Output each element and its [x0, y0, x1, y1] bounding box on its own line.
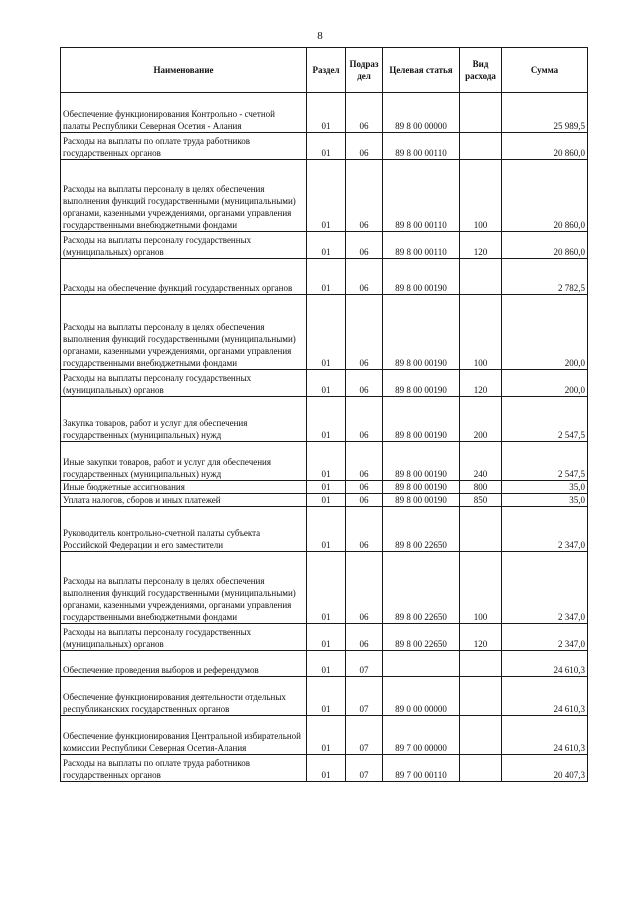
table-row: [61, 552, 588, 624]
cell-subsection: 06: [346, 370, 383, 397]
cell-target: 89 8 00 00190: [383, 295, 460, 370]
cell-section: 01: [307, 295, 346, 370]
table-row: [61, 677, 588, 716]
cell-amount: 200,0: [502, 370, 588, 397]
table-row: [61, 259, 588, 295]
cell-expense-type: 200: [460, 397, 502, 442]
cell-amount: 24 610,3: [502, 651, 588, 677]
cell-amount: 200,0: [502, 295, 588, 370]
cell-section: 01: [307, 160, 346, 232]
cell-target: 89 8 00 00190: [383, 259, 460, 295]
cell-subsection: 06: [346, 494, 383, 507]
cell-name: Обеспечение функционирования деятельности отдельных республиканских государственных органов: [61, 677, 307, 716]
cell-name: Закупка товаров, работ и услуг для обеспечения государственных (муниципальных) нужд: [61, 397, 307, 442]
cell-subsection: 06: [346, 624, 383, 651]
cell-name: Расходы на выплаты по оплате труда работников государственных органов: [61, 133, 307, 160]
cell-subsection: 07: [346, 651, 383, 677]
cell-section: 01: [307, 677, 346, 716]
table-row: [61, 397, 588, 442]
cell-section: 01: [307, 507, 346, 552]
cell-target: [383, 651, 460, 677]
cell-amount: 35,0: [502, 481, 588, 494]
cell-section: 01: [307, 552, 346, 624]
cell-target: 89 8 00 22650: [383, 507, 460, 552]
cell-amount: 35,0: [502, 494, 588, 507]
cell-section: 01: [307, 481, 346, 494]
cell-target: 89 8 00 00110: [383, 160, 460, 232]
cell-target: 89 8 00 00190: [383, 494, 460, 507]
cell-section: 01: [307, 624, 346, 651]
cell-section: 01: [307, 133, 346, 160]
cell-section: 01: [307, 397, 346, 442]
cell-amount: 20 407,3: [502, 755, 588, 782]
cell-subsection: 07: [346, 716, 383, 755]
cell-amount: 2 547,5: [502, 442, 588, 481]
cell-amount: 24 610,3: [502, 716, 588, 755]
table-body: [61, 93, 588, 782]
cell-amount: 20 860,0: [502, 133, 588, 160]
cell-subsection: 07: [346, 677, 383, 716]
cell-target: 89 8 00 22650: [383, 624, 460, 651]
cell-amount: 20 860,0: [502, 160, 588, 232]
cell-amount: 20 860,0: [502, 232, 588, 259]
cell-subsection: 06: [346, 507, 383, 552]
cell-subsection: 06: [346, 93, 383, 133]
cell-name: Иные закупки товаров, работ и услуг для обеспечения государственных (муниципальных) нужд: [61, 442, 307, 481]
cell-expense-type: 240: [460, 442, 502, 481]
cell-section: 01: [307, 755, 346, 782]
cell-amount: 2 347,0: [502, 624, 588, 651]
cell-target: 89 8 00 00190: [383, 397, 460, 442]
cell-subsection: 06: [346, 552, 383, 624]
cell-name: Расходы на выплаты персоналу в целях обеспечения выполнения функций государственными (муниципальными) органами, казенными учреждениями, органами управления государственными внебюджетными фондами: [61, 295, 307, 370]
cell-amount: 2 347,0: [502, 552, 588, 624]
cell-expense-type: 120: [460, 624, 502, 651]
cell-name: Обеспечение функционирования Центральной избирательной комиссии Республики Северная Осетия-Алания: [61, 716, 307, 755]
cell-name: Иные бюджетные ассигнования: [61, 481, 307, 494]
cell-expense-type: [460, 716, 502, 755]
cell-subsection: 06: [346, 481, 383, 494]
cell-target: 89 7 00 00110: [383, 755, 460, 782]
cell-subsection: 06: [346, 295, 383, 370]
cell-section: 01: [307, 651, 346, 677]
cell-expense-type: 800: [460, 481, 502, 494]
table-row: [61, 507, 588, 552]
table-row: [61, 481, 588, 494]
cell-expense-type: [460, 133, 502, 160]
cell-target: 89 8 00 00190: [383, 481, 460, 494]
table-row: [61, 232, 588, 259]
cell-name: Расходы на выплаты персоналу государственных (муниципальных) органов: [61, 370, 307, 397]
cell-expense-type: [460, 677, 502, 716]
cell-name: Уплата налогов, сборов и иных платежей: [61, 494, 307, 507]
cell-name: Расходы на выплаты по оплате труда работников государственных органов: [61, 755, 307, 782]
cell-subsection: 06: [346, 442, 383, 481]
cell-amount: 2 782,5: [502, 259, 588, 295]
cell-section: 01: [307, 494, 346, 507]
cell-name: Обеспечение функционирования Контрольно - счетной палаты Республики Северная Осетия - Алания: [61, 93, 307, 133]
header-amount: Сумма: [502, 48, 588, 93]
header-subsection: Подраз дел: [346, 48, 383, 93]
cell-section: 01: [307, 93, 346, 133]
cell-expense-type: 850: [460, 494, 502, 507]
table-header-row: [61, 48, 588, 93]
cell-expense-type: 120: [460, 370, 502, 397]
cell-amount: 25 989,5: [502, 93, 588, 133]
cell-subsection: 06: [346, 160, 383, 232]
cell-expense-type: 100: [460, 295, 502, 370]
table-row: [61, 133, 588, 160]
cell-name: Обеспечение проведения выборов и референдумов: [61, 651, 307, 677]
cell-amount: 2 547,5: [502, 397, 588, 442]
cell-subsection: 06: [346, 133, 383, 160]
header-expense-type: Вид расхода: [460, 48, 502, 93]
cell-name: Расходы на выплаты персоналу в целях обеспечения выполнения функций государственными (муниципальными) органами, казенными учреждениями, органами управления государственными внебюджетными фондами: [61, 160, 307, 232]
cell-expense-type: [460, 755, 502, 782]
header-name: Наименование: [61, 48, 307, 93]
cell-subsection: 07: [346, 755, 383, 782]
cell-target: 89 8 00 00110: [383, 232, 460, 259]
cell-section: 01: [307, 370, 346, 397]
cell-amount: 2 347,0: [502, 507, 588, 552]
cell-expense-type: [460, 651, 502, 677]
cell-subsection: 06: [346, 259, 383, 295]
cell-expense-type: [460, 93, 502, 133]
cell-name: Расходы на выплаты персоналу государственных (муниципальных) органов: [61, 232, 307, 259]
table-row: [61, 624, 588, 651]
table-row: [61, 370, 588, 397]
table-row: [61, 442, 588, 481]
table-row: [61, 295, 588, 370]
header-target: Целевая статья: [383, 48, 460, 93]
cell-target: 89 8 00 00110: [383, 133, 460, 160]
table-row: [61, 93, 588, 133]
cell-name: Руководитель контрольно-счетной палаты субъекта Российской Федерации и его заместители: [61, 507, 307, 552]
cell-expense-type: 100: [460, 552, 502, 624]
cell-subsection: 06: [346, 397, 383, 442]
cell-target: 89 0 00 00000: [383, 677, 460, 716]
cell-expense-type: 100: [460, 160, 502, 232]
cell-target: 89 8 00 00190: [383, 370, 460, 397]
cell-name: Расходы на обеспечение функций государственных органов: [61, 259, 307, 295]
cell-target: 89 8 00 22650: [383, 552, 460, 624]
table-row: [61, 716, 588, 755]
cell-expense-type: [460, 507, 502, 552]
page-number: 8: [317, 30, 323, 42]
table-row: [61, 160, 588, 232]
budget-table: [60, 47, 588, 782]
cell-name: Расходы на выплаты персоналу государственных (муниципальных) органов: [61, 624, 307, 651]
cell-section: 01: [307, 259, 346, 295]
header-section: Раздел: [307, 48, 346, 93]
table-row: [61, 755, 588, 782]
cell-target: 89 7 00 00000: [383, 716, 460, 755]
cell-subsection: 06: [346, 232, 383, 259]
table-row: [61, 651, 588, 677]
cell-amount: 24 610,3: [502, 677, 588, 716]
cell-target: 89 8 00 00000: [383, 93, 460, 133]
cell-name: Расходы на выплаты персоналу в целях обеспечения выполнения функций государственными (муниципальными) органами, казенными учреждениями, органами управления государственными внебюджетными фондами: [61, 552, 307, 624]
cell-section: 01: [307, 442, 346, 481]
cell-expense-type: 120: [460, 232, 502, 259]
cell-section: 01: [307, 716, 346, 755]
cell-target: 89 8 00 00190: [383, 442, 460, 481]
cell-section: 01: [307, 232, 346, 259]
table-row: [61, 494, 588, 507]
cell-expense-type: [460, 259, 502, 295]
